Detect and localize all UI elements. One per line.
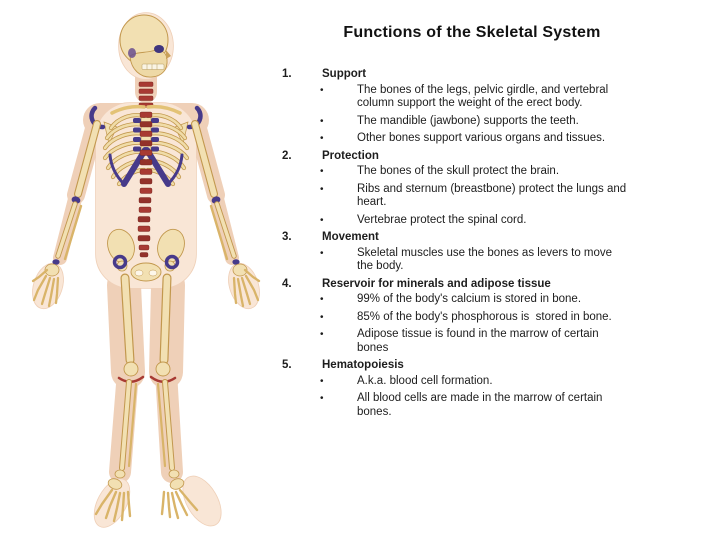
bullet-marker: • xyxy=(320,294,324,305)
bullet-text: Ribs and sternum (breastbone) protect the lungs and heart. xyxy=(357,182,630,208)
bullet-item xyxy=(282,182,630,210)
bullet-text: 99% of the body's calcium is stored in bone. xyxy=(357,293,582,305)
bullet-marker: • xyxy=(320,166,324,177)
section-number: 1. xyxy=(282,68,292,80)
bullet-marker: • xyxy=(320,133,324,144)
section-title: Reservoir for minerals and adipose tissue xyxy=(322,277,551,290)
bullet-marker: • xyxy=(320,183,324,195)
bullet-text: 85% of the body's phosphorous is stored in bone. xyxy=(357,310,612,323)
temporal-patch xyxy=(128,48,136,58)
section-protection xyxy=(282,149,630,228)
bullet-text: The bones of the legs, pelvic girdle, and vertebral column support the weight of the erect body. xyxy=(357,83,612,109)
skeleton-illustration xyxy=(0,0,290,539)
section-number: 2. xyxy=(282,149,292,162)
bullet-text: The bones of the skull protect the brain. xyxy=(357,165,560,177)
section-hematopoiesis xyxy=(282,359,627,419)
bullet-text: The mandible (jawbone) supports the teeth. xyxy=(357,114,579,127)
skeleton-bones xyxy=(33,15,259,521)
eye-socket xyxy=(154,45,164,53)
content-panel xyxy=(282,24,682,423)
bullet-marker: • xyxy=(320,247,324,259)
section-title: Support xyxy=(322,68,367,80)
section-heading xyxy=(282,278,627,292)
bullet-marker: • xyxy=(320,375,324,387)
page-title: Functions of the Skeletal System xyxy=(343,24,601,41)
section-number: 4. xyxy=(282,277,292,290)
bullet-item xyxy=(282,293,627,307)
section-number: 5. xyxy=(282,359,292,371)
section-reservoir xyxy=(282,278,627,356)
bullet-item xyxy=(282,311,627,325)
bullet-item xyxy=(282,375,627,389)
section-support xyxy=(282,68,627,146)
left-patella xyxy=(124,362,138,376)
bullet-text: Other bones support various organs and tissues. xyxy=(357,132,606,144)
bullet-marker: • xyxy=(320,214,324,226)
section-number: 3. xyxy=(282,231,292,243)
bullet-text: Vertebrae protect the spinal cord. xyxy=(357,213,527,226)
section-heading xyxy=(282,68,627,82)
bullet-text: Adipose tissue is found in the marrow of certain bones xyxy=(357,328,602,354)
bullet-marker: • xyxy=(320,393,324,404)
section-heading xyxy=(282,150,627,164)
section-title: Movement xyxy=(322,231,379,243)
section-title: Protection xyxy=(322,149,379,162)
bullet-marker: • xyxy=(320,311,324,323)
bullet-marker: • xyxy=(320,329,324,340)
bullet-item xyxy=(282,115,627,129)
section-heading xyxy=(282,231,627,245)
bullet-item xyxy=(282,247,627,274)
bullet-text: Skeletal muscles use the bones as levers to move the body. xyxy=(357,246,616,272)
bullet-item xyxy=(282,328,627,355)
bullet-item xyxy=(282,132,627,146)
outline-list xyxy=(282,68,630,419)
bullet-text: All blood cells are made in the marrow of certain bones. xyxy=(357,392,606,418)
right-patella xyxy=(156,362,170,376)
bullet-item xyxy=(282,214,627,228)
skeleton-svg xyxy=(0,0,290,539)
bullet-text: A.k.a. blood cell formation. xyxy=(357,374,493,387)
bullet-marker: • xyxy=(320,84,324,96)
section-heading xyxy=(282,359,627,373)
bullet-item xyxy=(282,392,627,419)
section-movement xyxy=(282,231,627,274)
bullet-marker: • xyxy=(320,115,324,127)
section-title: Hematopoiesis xyxy=(322,359,404,371)
bullet-item xyxy=(282,84,627,111)
bullet-item xyxy=(282,165,627,179)
